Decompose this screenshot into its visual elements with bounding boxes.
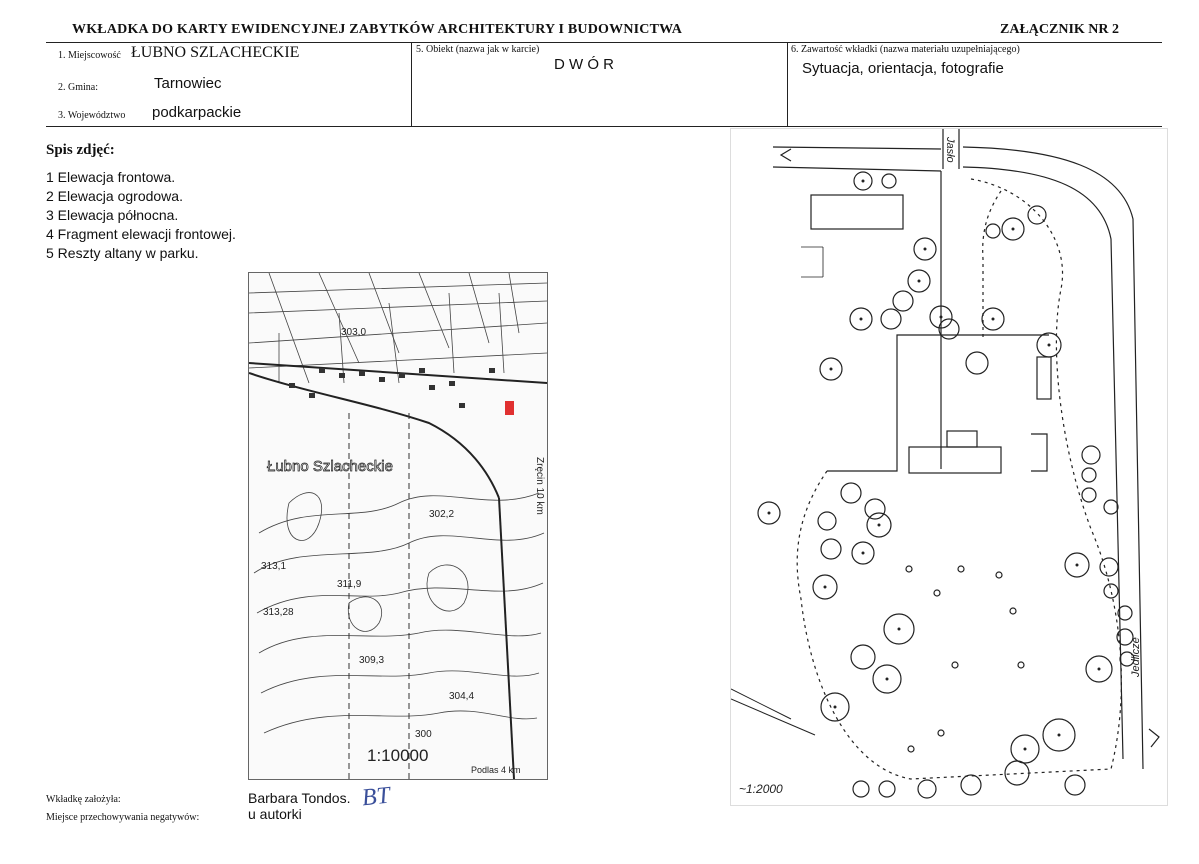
- header-rule: [46, 42, 1162, 43]
- created-by-label: Wkładkę założyła:: [46, 794, 121, 805]
- photo-list-item: 5 Reszty altany w parku.: [46, 245, 199, 261]
- height-label: 300: [415, 729, 432, 740]
- topographic-map-drawing: [249, 273, 547, 779]
- bottom-road-label: Podlas 4 km: [471, 765, 521, 775]
- height-label: 304,4: [449, 691, 475, 702]
- photo-list-item: 1 Elewacja frontowa.: [46, 169, 176, 185]
- content-label: 6. Zawartość wkładki (nazwa materiału uzupełniającego): [791, 44, 1020, 55]
- road-top-label: Jasło: [944, 137, 956, 163]
- height-label: 311,9: [337, 579, 362, 590]
- height-label: 313,1: [261, 561, 287, 572]
- field-divider-2: [787, 42, 788, 126]
- commune-label: 2. Gmina:: [58, 82, 98, 93]
- topographic-map: [248, 272, 548, 780]
- site-sketch-drawing: [731, 129, 1167, 805]
- field-divider-1: [411, 42, 412, 126]
- document-title: WKŁADKA DO KARTY EWIDENCYJNEJ ZABYTKÓW ARCHITEKTURY I BUDOWNICTWA: [72, 22, 683, 37]
- height-label: 309,3: [359, 655, 385, 666]
- locality-value: ŁUBNO SZLACHECKIE: [131, 44, 300, 61]
- signature: BT: [360, 782, 392, 812]
- province-value: podkarpackie: [152, 104, 242, 121]
- photo-list-item: 4 Fragment elewacji frontowej.: [46, 226, 236, 242]
- photo-list: [46, 168, 236, 263]
- photo-list-item: 2 Elewacja ogrodowa.: [46, 188, 183, 204]
- road-direction-label: Zręcin 10 km: [534, 457, 545, 515]
- place-name-label: Łubno Szlacheckie: [267, 458, 393, 475]
- height-label: 303,0: [341, 327, 367, 338]
- object-value: D W Ó R: [554, 56, 614, 73]
- negatives-storage-label: Miejsce przechowywania negatywów:: [46, 812, 200, 823]
- object-label: 5. Obiekt (nazwa jak w karcie): [416, 44, 540, 55]
- content-value: Sytuacja, orientacja, fotografie: [802, 60, 1004, 77]
- photo-list-heading: Spis zdjęć:: [46, 142, 115, 158]
- sketch-scale-label: ~1:2000: [739, 782, 783, 796]
- commune-value: Tarnowiec: [154, 75, 222, 92]
- site-sketch: [730, 128, 1168, 806]
- negatives-storage-value: u autorki: [248, 806, 302, 822]
- map-scale-label: 1:10000: [367, 746, 429, 765]
- province-label: 3. Województwo: [58, 110, 126, 121]
- manor-location-marker: [505, 401, 514, 415]
- road-right-label: Jedlicze: [1130, 637, 1142, 677]
- attachment-number: ZAŁĄCZNIK NR 2: [1000, 22, 1120, 37]
- field-table-bottom: [46, 126, 1162, 127]
- created-by-value: Barbara Tondos.: [248, 790, 351, 806]
- locality-label: 1. Miejscowość: [58, 50, 121, 61]
- height-label: 302,2: [429, 509, 455, 520]
- photo-list-item: 3 Elewacja północna.: [46, 207, 179, 223]
- height-label: 313,28: [263, 607, 294, 618]
